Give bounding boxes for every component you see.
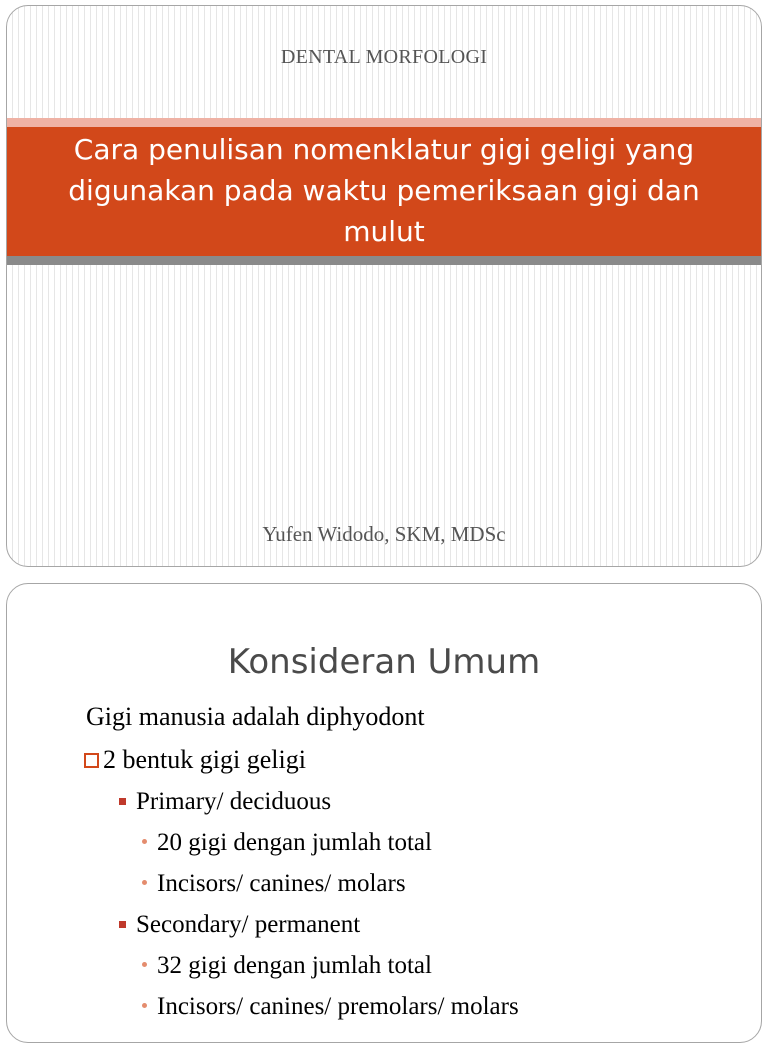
primary-item-2: Incisors/ canines/ molars <box>157 870 406 897</box>
intro-text: Gigi manusia adalah diphyodont <box>86 702 425 731</box>
title-band-top-stripe <box>7 118 761 127</box>
primary-item-1: 20 gigi dengan jumlah total <box>157 829 432 856</box>
slide-subject: DENTAL MORFOLOGI <box>280 46 488 68</box>
filled-square-icon <box>119 798 126 805</box>
dot-icon <box>142 880 147 885</box>
secondary-item-1: 32 gigi dengan jumlah total <box>157 952 432 979</box>
list-item <box>142 870 406 898</box>
list-item <box>142 829 432 857</box>
content-slide <box>6 583 762 1043</box>
dot-icon <box>142 839 147 844</box>
hollow-square-icon <box>84 753 99 768</box>
primary-label: Primary/ deciduous <box>136 788 332 815</box>
bullet-secondary <box>119 911 360 939</box>
dot-icon <box>142 962 147 967</box>
secondary-label: Secondary/ permanent <box>136 911 361 938</box>
slide-heading: Konsideran Umum <box>227 642 541 682</box>
secondary-item-2: Incisors/ canines/ premolars/ molars <box>157 993 519 1020</box>
dot-icon <box>142 1003 147 1008</box>
intro-line <box>86 702 425 732</box>
bullet-level1-text: 2 bentuk gigi geligi <box>103 745 306 774</box>
slide-title: Cara penulisan nomenklatur gigi geligi yang digunakan pada waktu pemeriksaan gigi dan mulut <box>68 133 700 248</box>
title-band <box>7 127 761 256</box>
slide-author: Yufen Widodo, SKM, MDSc <box>262 522 506 546</box>
list-item <box>142 993 519 1021</box>
bullet-primary <box>119 788 331 816</box>
filled-square-icon <box>119 921 126 928</box>
title-slide <box>6 5 762 567</box>
list-item <box>142 952 432 980</box>
title-band-bottom-stripe <box>7 256 761 265</box>
bullet-level1 <box>84 745 306 775</box>
